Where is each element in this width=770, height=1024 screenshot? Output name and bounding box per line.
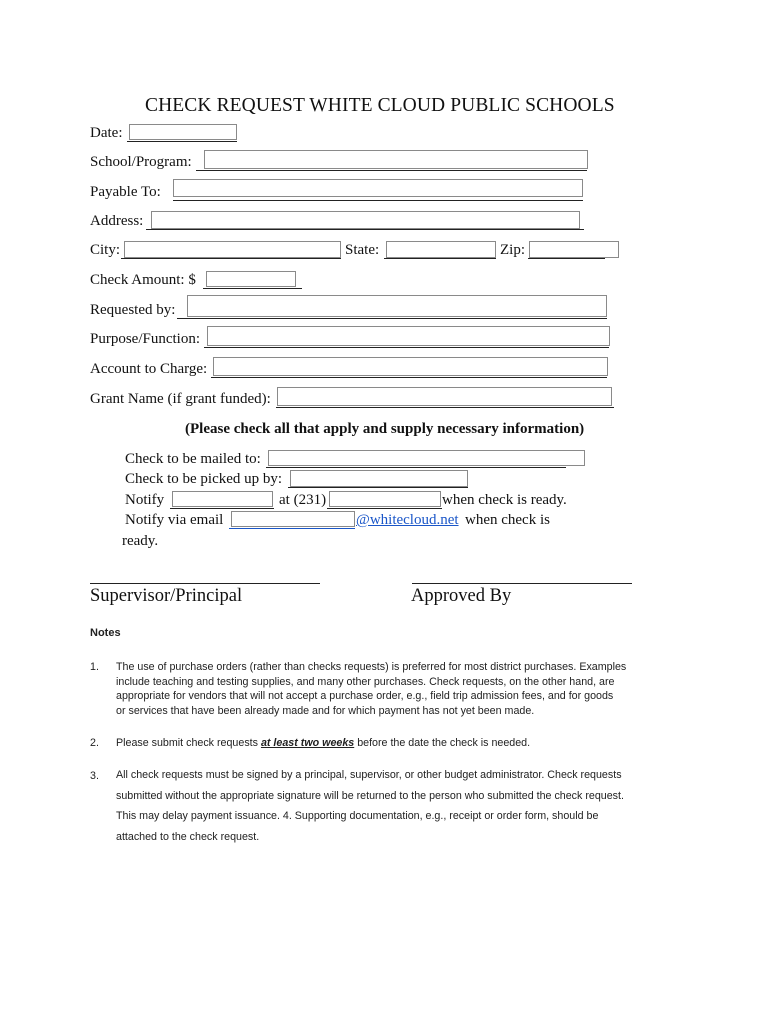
state-label: State: [345, 242, 380, 258]
city-label: City: [90, 242, 121, 258]
note-1-text [116, 660, 626, 718]
note-3-text [116, 765, 624, 847]
supervisor-label: Supervisor/Principal [90, 586, 243, 606]
account-underline [211, 377, 607, 378]
account-label: Account to Charge: [90, 361, 208, 377]
purpose-underline [204, 347, 609, 348]
mailed-label: Check to be mailed to: [125, 451, 261, 467]
picked-up-field[interactable] [290, 470, 468, 487]
approved-signature-line [412, 583, 632, 584]
check-amount-field[interactable] [206, 271, 296, 287]
phone-underline [327, 508, 442, 509]
check-amount-label: Check Amount: $ [90, 272, 196, 288]
note-1-line: or services that have been already made and for which payment has not yet been made. [116, 704, 535, 717]
note-2-emphasis: at least two weeks [260, 737, 355, 749]
notify-underline [170, 508, 274, 509]
approved-label: Approved By [411, 586, 512, 606]
grant-underline [276, 407, 614, 408]
notify-field[interactable] [172, 491, 273, 507]
requested-by-label: Requested by: [90, 302, 176, 318]
requested-by-underline [177, 318, 607, 319]
city-field[interactable] [124, 241, 341, 258]
school-program-field[interactable] [204, 150, 588, 169]
note-3-line: attached to the check request. [116, 830, 260, 843]
requested-by-field[interactable] [187, 295, 607, 317]
note-2-number: 2. [90, 737, 99, 749]
notes-heading: Notes [90, 627, 121, 639]
grant-field[interactable] [277, 387, 612, 406]
supervisor-signature-line [90, 583, 320, 584]
address-field[interactable] [151, 211, 580, 229]
date-field[interactable] [129, 124, 237, 140]
address-label: Address: [90, 213, 144, 229]
page-title: CHECK REQUEST WHITE CLOUD PUBLIC SCHOOLS [145, 95, 615, 116]
note-3-line: This may delay payment issuance. 4. Supporting documentation, e.g., receipt or order form, should be [116, 810, 599, 822]
address-underline [146, 229, 584, 230]
school-program-label: School/Program: [90, 154, 192, 170]
note-2-text [116, 736, 530, 751]
city-underline [121, 258, 341, 259]
note-3-line: submitted without the appropriate signature will be returned to the person who submitted the check request. [116, 789, 624, 802]
mailed-underline [266, 467, 566, 468]
note-2-before: Please submit check requests [116, 737, 261, 749]
account-field[interactable] [213, 357, 608, 376]
zip-underline [528, 258, 605, 259]
date-label: Date: [90, 125, 123, 141]
note-1-line: appropriate for vendors that will not accept a purchase order, e.g., field trip admission fees, and for goods [116, 690, 614, 702]
check-amount-underline [203, 288, 302, 289]
state-underline [384, 258, 496, 259]
zip-label: Zip: [500, 242, 525, 258]
email-field[interactable] [231, 511, 355, 527]
phone-label: at (231) [279, 492, 327, 508]
state-field[interactable] [386, 241, 496, 258]
payable-to-label: Payable To: [90, 184, 161, 200]
instructions-text: (Please check all that apply and supply necessary information) [185, 421, 585, 437]
date-underline [127, 141, 237, 142]
note-2-after: before the date the check is needed. [354, 737, 531, 749]
email-domain-link[interactable]: @whitecloud.net [356, 512, 459, 528]
grant-label: Grant Name (if grant funded): [90, 391, 271, 407]
ready-text: ready. [122, 533, 159, 549]
purpose-label: Purpose/Function: [90, 331, 201, 347]
notify-email-label: Notify via email [125, 512, 224, 528]
email-when-text: when check is [465, 512, 550, 528]
email-underline [229, 528, 355, 529]
notify-label: Notify [125, 492, 165, 508]
note-1-line: The use of purchase orders (rather than checks requests) is preferred for most district purchases. Examples [116, 661, 627, 673]
note-3-number: 3. [90, 770, 99, 782]
payable-to-field[interactable] [173, 179, 583, 197]
note-1-number: 1. [90, 661, 99, 673]
mailed-field[interactable] [268, 450, 585, 466]
picked-up-label: Check to be picked up by: [125, 471, 283, 487]
school-program-underline [196, 170, 587, 171]
note-1-line: include teaching and testing supplies, and many other purchases. Check requests, on the other hand, are [116, 675, 615, 688]
when-ready-text: when check is ready. [442, 492, 567, 508]
payable-to-underline [173, 200, 583, 201]
purpose-field[interactable] [207, 326, 610, 346]
picked-up-underline [288, 487, 468, 488]
zip-field[interactable] [529, 241, 619, 258]
phone-field[interactable] [329, 491, 441, 507]
note-3-line: All check requests must be signed by a principal, supervisor, or other budget administrator. Check requests [116, 769, 622, 781]
